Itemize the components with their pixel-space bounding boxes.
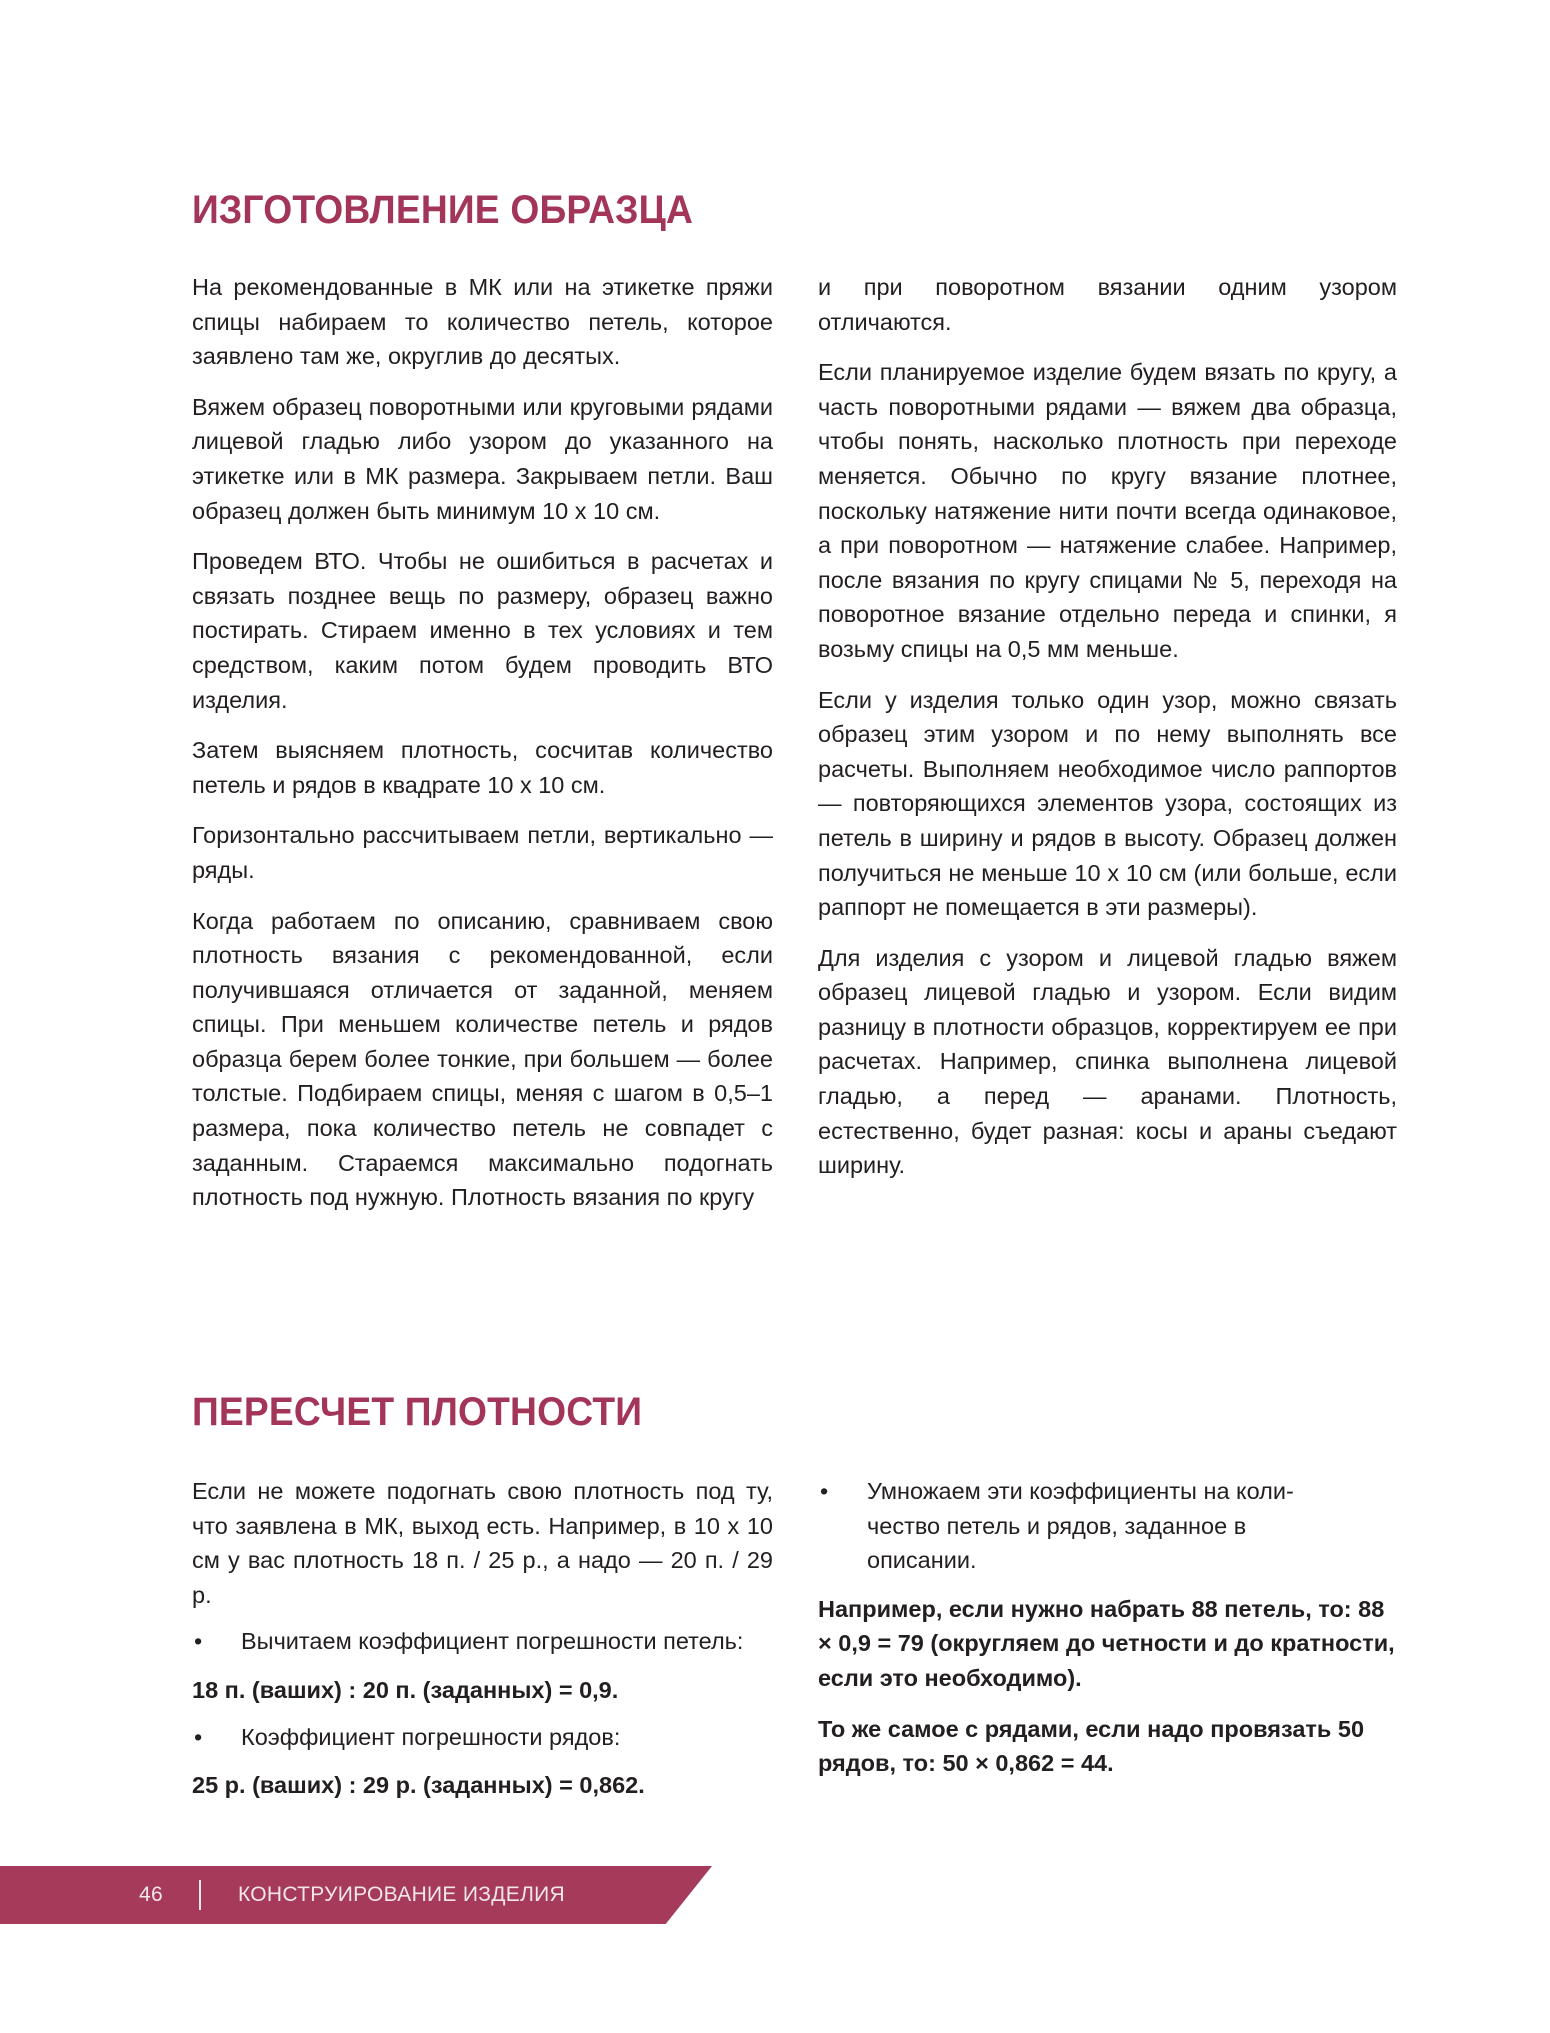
section1-right-column (818, 270, 1397, 1199)
paragraph: Затем выясняем плотность, сосчитав количество петель и рядов в квадрате 10 х 10 см. (192, 737, 773, 798)
paragraph: и при поворотном вязании одним узором отличаются. (818, 274, 1397, 335)
bullet-text: Коэффициент погрешности рядов: (241, 1723, 621, 1750)
paragraph: Когда работаем по описанию, сравниваем свою плотность вязания с рекомендованной, если получившаяся отличается от заданной, меняем спицы. При меньшем количестве петель и рядов образца берем более тонкие, при большем — более толстые. Подбираем спицы, меняя с шагом в 0,5–1 размера, пока количество петель не совпадет с заданным. Стараемся максимально подогнать плотность под нужную. Плотность вязания по кругу (192, 907, 773, 1211)
paragraph: Вяжем образец поворотными или круговыми рядами лицевой гладью либо узором до указанного на этикетке или в МК размера. Закрываем петли. Ваш образец должен быть минимум 10 х 10 см. (192, 393, 773, 524)
paragraph: Если планируемое изделие будем вязать по кругу, а часть поворотными рядами — вяжем два образца, чтобы понять, насколько плотность при переходе меняется. Обычно по кругу вязание плотнее, поскольку натяжение нити почти всегда одинаковое, а при поворотном — натяжение слабее. Например, после вязания по кругу спицами № 5, переходя на поворотное вязание отдельно переда и спинки, я возьму спицы на 0,5 мм меньше. (818, 359, 1397, 662)
paragraph: Проведем ВТО. Чтобы не ошибиться в расчетах и связать позднее вещь по размеру, образец важно постирать. Стираем именно в тех условиях и тем средством, каким потом будем проводить ВТО изделия. (192, 548, 773, 713)
section-title-sample-making: ИЗГОТОВЛЕНИЕ ОБРАЗЦА (192, 188, 694, 232)
bullet-item (818, 1474, 1397, 1578)
bullet-item (192, 1720, 773, 1755)
bullet-icon: • (194, 1723, 203, 1750)
footer-divider (199, 1880, 201, 1910)
bullet-text: Умножаем эти коэффициенты на количество петель и рядов, заданное в описании. (867, 1478, 1294, 1574)
paragraph: На рекомендованные в МК или на этикетке пряжи спицы набираем то количество петель, которое заявлено там же, округлив до десятых. (192, 274, 773, 370)
formula-stitches: 18 п. (ваших) : 20 п. (заданных) = 0,9. (192, 1676, 619, 1703)
bullet-item (192, 1624, 773, 1659)
section-title-density-recalculation: ПЕРЕСЧЕТ ПЛОТНОСТИ (192, 1390, 643, 1434)
paragraph: Горизонтально рассчитываем петли, вертикально — ряды. (192, 822, 773, 883)
page-number: 46 (139, 1883, 163, 1906)
bullet-icon: • (194, 1628, 203, 1655)
section1-left-column (192, 270, 773, 1231)
formula-rows: 25 р. (ваших) : 29 р. (заданных) = 0,862. (192, 1772, 645, 1799)
paragraph: Если у изделия только один узор, можно связать образец этим узором и по нему выполнять все расчеты. Выполняем необходимое число раппортов — повторяющихся элементов узора, состоящих из петель в ширину и рядов в высоту. Образец должен получиться не меньше 10 х 10 см (или больше, если раппорт не помещается в эти размеры). (818, 686, 1397, 921)
section2-left-column (192, 1474, 773, 1819)
example-rows: То же самое с рядами, если надо провязать 50 рядов, то: 50 × 0,862 = 44. (818, 1715, 1365, 1777)
bullet-text: Вычитаем коэффициент погрешности петель: (241, 1628, 744, 1655)
example-stitches: Например, если нужно набрать 88 петель, то: 88 × 0,9 = 79 (округляем до четности и до кратности, если это необходимо). (818, 1595, 1395, 1691)
chapter-title: КОНСТРУИРОВАНИЕ ИЗДЕЛИЯ (238, 1883, 566, 1906)
paragraph: Для изделия с узором и лицевой гладью вяжем образец лицевой гладью и узором. Если видим разницу в плотности образцов, корректируем ее при расчетах. Например, спинка выполнена лицевой гладью, а перед — аранами. Плотность, естественно, будет разная: косы и араны съедают ширину. (818, 944, 1397, 1179)
section2-right-column (818, 1474, 1397, 1797)
paragraph: Если не можете подогнать свою плотность под ту, что заявлена в МК, выход есть. Например, в 10 х 10 см у вас плотность 18 п. / 25 р., а надо — 20 п. / 29 р. (192, 1478, 773, 1608)
bullet-icon: • (820, 1478, 829, 1504)
